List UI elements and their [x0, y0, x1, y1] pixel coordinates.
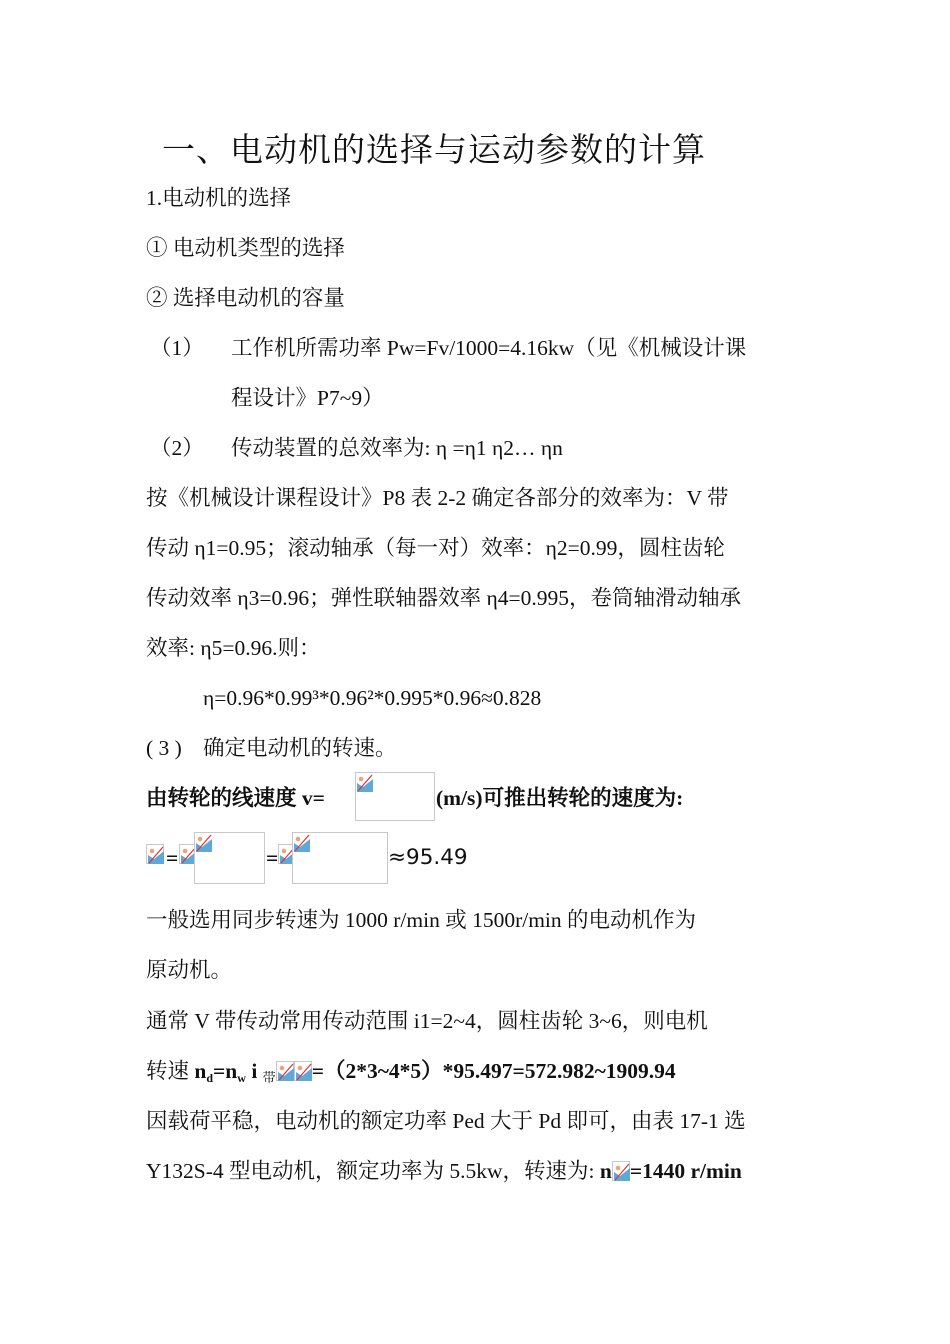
broken-image-icon	[356, 773, 374, 793]
motor-speed-range-line: 转速 $n_d=n_w$ i $_带$ =（2*3~4*5）*95.497=572.982~1909.94	[146, 1059, 676, 1085]
sync-speed-line-2: 原动机。	[146, 958, 233, 982]
load-line: 因载荷平稳，电动机的额定功率 Ped 大于 Pd 即可，由表 17-1 选	[146, 1109, 746, 1133]
efficiency-paragraph-line-2: 传动 η1=0.95；滚动轴承（每一对）效率：η2=0.99，圆柱齿轮	[146, 536, 725, 560]
item-number-1: （1）	[150, 336, 204, 360]
formula-image-velocity	[355, 772, 435, 821]
efficiency-paragraph-line-1: 按《机械设计课程设计》P8 表 2-2 确定各部分的效率为：V 带	[146, 486, 729, 510]
result-equals-2: =	[266, 846, 279, 870]
item-1-line-2: 程设计》P7~9）	[231, 386, 384, 410]
section-title: 一、电动机的选择与运动参数的计算	[162, 130, 706, 169]
item-3-text: 确定电动机的转速。	[203, 736, 397, 760]
subsection-motor-capacity: ② 选择电动机的容量	[146, 286, 345, 310]
sync-speed-line-1: 一般选用同步转速为 1000 r/min 或 1500r/min 的电动机作为	[146, 908, 697, 932]
item-1-line-1: 工作机所需功率 Pw=Fv/1000=4.16kw（见《机械设计课	[231, 336, 747, 360]
broken-image-icon	[294, 1061, 312, 1081]
item-number-2: （2）	[150, 436, 204, 460]
speed-line-suffix: (m/s)可推出转轮的速度为:	[436, 786, 684, 810]
ratio-range-line: 通常 V 带传动常用传动范围 i1=2~4，圆柱齿轮 3~6，则电机	[146, 1009, 708, 1033]
subsection-motor-selection: 1.电动机的选择	[146, 186, 292, 210]
efficiency-paragraph-line-3: 传动效率 η3=0.96；弹性联轴器效率 η4=0.995，卷筒轴滑动轴承	[146, 586, 741, 610]
broken-image-icon	[612, 1161, 630, 1181]
subsection-motor-type: ① 电动机类型的选择	[146, 236, 345, 260]
broken-image-icon	[276, 1061, 294, 1081]
formula-image-angular-speed	[194, 832, 265, 884]
broken-image-icon	[293, 833, 311, 853]
efficiency-paragraph-line-4: 效率: η5=0.96.则：	[146, 636, 321, 660]
broken-image-icon	[146, 844, 164, 864]
speed-line-prefix: 由转轮的线速度 v=	[146, 786, 325, 810]
formula-image-numeric	[292, 832, 388, 884]
item-2-text: 传动装置的总效率为: η =η1 η2… ηn	[231, 436, 563, 460]
broken-image-icon	[195, 833, 213, 853]
result-equals-1: =	[166, 846, 179, 870]
result-approx-value: ≈95.49	[388, 845, 468, 870]
motor-model-line: Y132S-4 型电动机，额定功率为 5.5kw，转速为: n =1440 r/min	[146, 1159, 742, 1183]
item-number-3: ( 3 )	[146, 736, 182, 760]
efficiency-formula: η=0.96*0.99³*0.96²*0.995*0.96≈0.828	[203, 686, 542, 710]
